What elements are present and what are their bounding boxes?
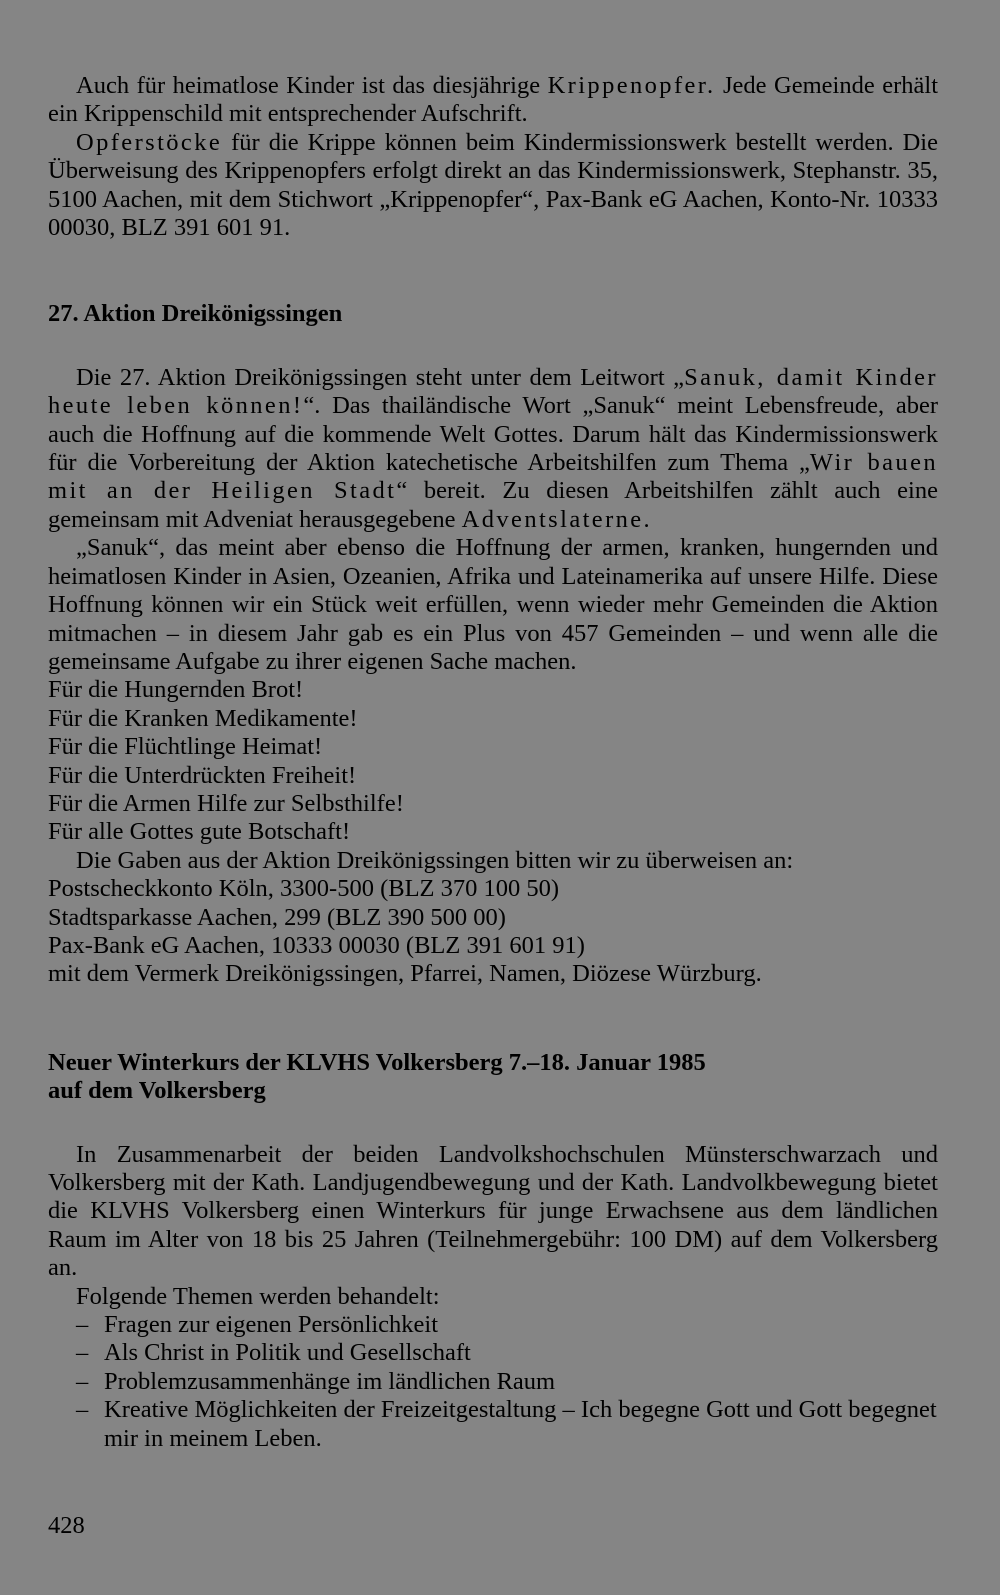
list-item-text: Problemzusammenhänge im ländlichen Raum [104, 1367, 556, 1395]
section-dreikoenigssingen [48, 300, 938, 988]
spacer [48, 1106, 938, 1141]
section2-paragraph-1: In Zusammenarbeit der beiden Landvolkshochschulen Münsterschwarzach und Volkersberg mit der Kath. Landjugendbewegung und der Kath. Landvolkbewegung bietet die KLVHS Volkersberg einen Winterkurs für junge Erwachsene aus dem ländlichen Raum im Alter von 18 bis 25 Jahren (Teilnehmergebühr: 100 DM) auf dem Volkersberg an. [48, 1140, 938, 1282]
text-run: “. Das thailändische Wort „Sanuk“ meint Lebensfreude, aber auch die Hoffnung auf die kommende Welt Gottes. Darum hält das Kindermissionswerk für die Vorbereitung der Aktion katechetische Arbeitshilfen zum Thema „ [48, 392, 939, 477]
spaced-text: Sanuk, damit Kinder heute leben können! [48, 363, 938, 420]
list-item-text: Kreative Möglichkeiten der Freizeitgestaltung – Ich begegne Gott und Gott begegnet mir in meinem Leben. [104, 1396, 937, 1452]
list-item-text: Als Christ in Politik und Gesellschaft [104, 1339, 471, 1367]
heading-line: Neuer Winterkurs der KLVHS Volkersberg 7.–18. Januar 1985 [48, 1048, 706, 1076]
list-item [48, 1339, 938, 1367]
heading-line: auf dem Volkersberg [48, 1077, 266, 1105]
account-line: mit dem Vermerk Dreikönigssingen, Pfarrei, Namen, Diözese Würzburg. [48, 960, 762, 988]
spacer [48, 329, 938, 364]
page-number: 428 [48, 1512, 85, 1539]
section1-paragraph-1 [48, 364, 938, 534]
topics-list [48, 1311, 938, 1453]
text-run: “ bereit. Zu diesen Arbeitshilfen zählt auch eine gemeinsam mit Adveniat herausgegebene [48, 477, 938, 533]
slogan-line: Für die Kranken Medikamente! [48, 704, 358, 732]
slogan-line: Für die Armen Hilfe zur Selbsthilfe! [48, 789, 404, 817]
section1-paragraph-2: „Sanuk“, das meint aber ebenso die Hoffnung der armen, kranken, hungernden und heimatlosen Kinder in Asien, Ozeanien, Afrika und Lateinamerika auf unsere Hilfe. Diese Hoffnung können wir ein Stück weit erfüllen, wenn wieder mehr Gemeinden die Aktion mitmachen – in diesem Jahr gab es ein Plus von 457 Gemeinden – und wenn alle die gemeinsame Aufgabe zu ihrer eigenen Sache machen. [48, 534, 938, 675]
text-run: Jede Gemeinde erhält ein Krippenschild mit entsprechender Aufschrift. [48, 72, 939, 128]
list-item [48, 1311, 938, 1339]
dash-bullet: – [76, 1311, 89, 1339]
text-run: für die Krippe können beim Kindermissionswerk bestellt werden. Die Überweisung des Krippenopfers erfolgt direkt an das Kindermissionswerk, Stephanstr. 35, 5100 Aachen, mit dem Stichwort „Krippenopfer“, Pax-Bank eG Aachen, Konto-Nr. 10333 00030, BLZ 391 601 91. [48, 128, 938, 242]
spaced-text: Wir bauen mit an der Heiligen Stadt [48, 449, 938, 505]
spaced-text: Opferstöcke [76, 128, 223, 156]
account-line: Stadtsparkasse Aachen, 299 (BLZ 390 500 00) [48, 903, 506, 931]
intro-paragraph-1 [48, 72, 938, 129]
intro-block [48, 72, 938, 242]
slogan-line: Für alle Gottes gute Botschaft! [48, 818, 351, 846]
account-line: Pax-Bank eG Aachen, 10333 00030 (BLZ 391 601 91) [48, 931, 585, 959]
topics-intro: Folgende Themen werden behandelt: [76, 1282, 440, 1310]
dash-bullet: – [76, 1339, 89, 1367]
intro-paragraph-2 [48, 129, 938, 243]
list-item [48, 1368, 938, 1396]
text-run: Auch für heimatlose Kinder ist das diesjährige [76, 72, 548, 99]
spaced-text: Krippenopfer. [547, 72, 716, 99]
page-body [48, 72, 938, 1453]
section-heading: 27. Aktion Dreikönigssingen [48, 300, 343, 328]
dash-bullet: – [76, 1367, 89, 1395]
slogan-line: Für die Hungernden Brot! [48, 676, 304, 704]
spacer [48, 242, 938, 300]
donation-intro: Die Gaben aus der Aktion Dreikönigssingen bitten wir zu überweisen an: [76, 846, 794, 874]
section-winterkurs [48, 1049, 938, 1453]
list-item [48, 1396, 938, 1453]
spacer [48, 989, 938, 1049]
dash-bullet: – [76, 1396, 89, 1424]
slogan-line: Für die Flüchtlinge Heimat! [48, 733, 323, 761]
text-run: Die 27. Aktion Dreikönigssingen steht unter dem Leitwort „ [76, 363, 685, 391]
account-line: Postscheckkonto Köln, 3300-500 (BLZ 370 100 50) [48, 875, 560, 903]
slogan-line: Für die Unterdrückten Freiheit! [48, 761, 357, 789]
spaced-text: Adventslaterne. [461, 505, 653, 533]
section-heading [48, 1049, 938, 1106]
list-item-text: Fragen zur eigenen Persönlichkeit [104, 1311, 439, 1339]
